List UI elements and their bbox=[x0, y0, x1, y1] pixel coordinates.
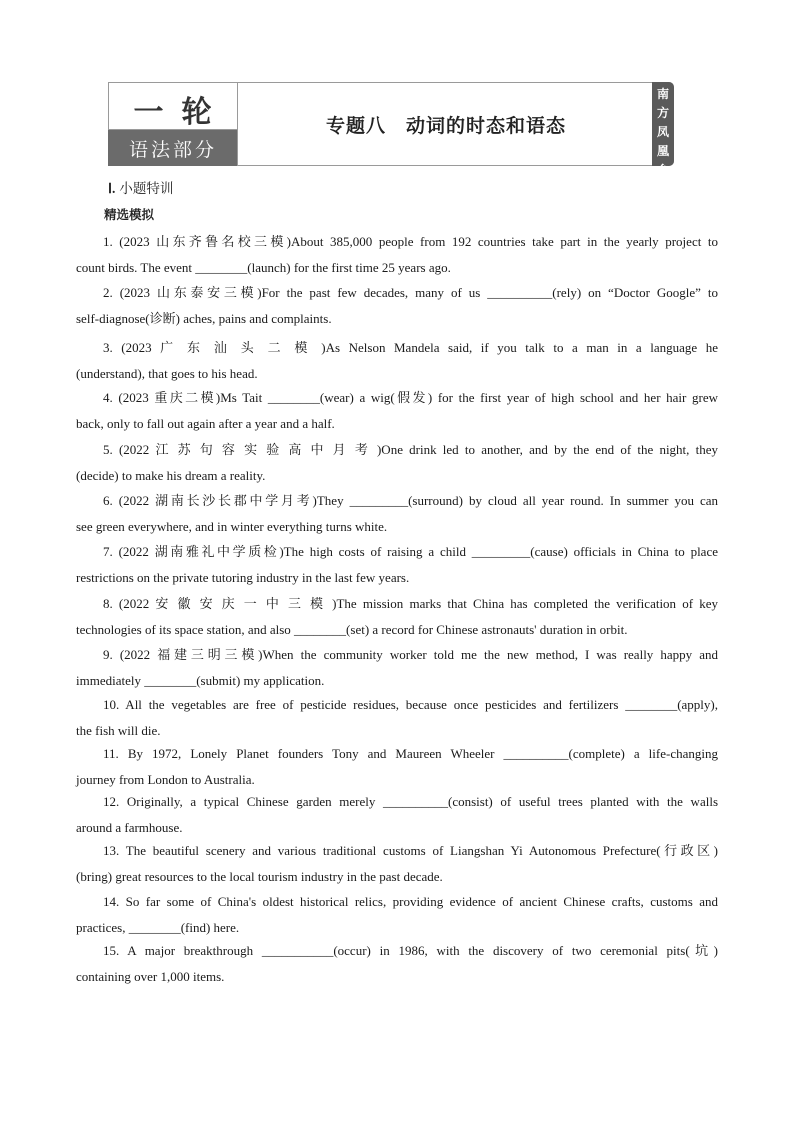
question-line: 9. (2022 福建三明三模)When the community worker told me the new method, I was really happy and bbox=[103, 647, 718, 662]
question-item bbox=[76, 642, 718, 694]
question-item bbox=[76, 437, 718, 489]
question-line: self-diagnose(诊断) aches, pains and complaints. bbox=[76, 311, 332, 326]
question-item bbox=[76, 539, 718, 591]
section-title bbox=[108, 177, 173, 197]
question-line: 2. (2023 山东泰安三模)For the past few decades, many of us __________(rely) on “Doctor Google” to bbox=[103, 285, 718, 300]
page-title: 专题八 动词的时态和语态 bbox=[325, 115, 566, 137]
question-line: 15. A major breakthrough ___________(occur) in 1986, with the discovery of two ceremonial pits(坑) bbox=[103, 943, 718, 958]
question-item bbox=[76, 838, 718, 890]
question-line: 6. (2022 湖南长沙长郡中学月考)They _________(surround) by cloud all year round. In summer you can bbox=[103, 493, 718, 508]
question-item bbox=[76, 229, 718, 281]
question-line: 13. The beautiful scenery and various traditional customs of Liangshan Yi Autonomous Prefecture(行政区) bbox=[103, 843, 718, 858]
question-line: journey from London to Australia. bbox=[76, 772, 255, 787]
section-title-text: 小题特训 bbox=[119, 181, 174, 197]
question-line: count birds. The event ________(launch) for the first time 25 years ago. bbox=[76, 260, 451, 275]
question-line: 10. All the vegetables are free of pesticide residues, because once pesticides and fertilizers ________(apply), bbox=[103, 697, 718, 712]
badge-bottom-text: 语法部分 bbox=[128, 139, 217, 161]
level-badge bbox=[108, 82, 238, 166]
badge-top bbox=[108, 82, 238, 130]
question-item bbox=[76, 889, 718, 941]
question-line: 14. So far some of China's oldest historical relics, providing evidence of ancient Chinese crafts, customs and bbox=[103, 894, 718, 909]
question-item bbox=[76, 335, 718, 387]
question-line: restrictions on the private tutoring industry in the last few years. bbox=[76, 570, 410, 585]
brand-logo-text: 南 方 凤 凰 台 bbox=[656, 87, 669, 177]
badge-divider bbox=[237, 82, 238, 166]
badge-bottom bbox=[108, 130, 238, 166]
question-line: immediately ________(submit) my application. bbox=[76, 673, 325, 688]
question-item bbox=[76, 692, 718, 744]
question-item bbox=[76, 938, 718, 990]
question-line: 7. (2022 湖南雅礼中学质检)The high costs of raising a child _________(cause) officials in China to place bbox=[103, 544, 718, 559]
badge-top-text: 一轮 bbox=[133, 95, 230, 130]
question-item bbox=[76, 741, 718, 793]
section-roman-numeral: Ⅰ. bbox=[108, 181, 116, 196]
question-line: 3. (2023 广 东 汕 头 二 模 )As Nelson Mandela said, if you talk to a man in a language he bbox=[103, 340, 718, 355]
subsection-title: 精选模拟 bbox=[104, 207, 155, 222]
question-line: 11. By 1972, Lonely Planet founders Tony and Maureen Wheeler __________(complete) a life-changing bbox=[103, 746, 718, 761]
question-line: (decide) to make his dream a reality. bbox=[76, 468, 266, 483]
question-item bbox=[76, 385, 718, 437]
question-line: (bring) great resources to the local tourism industry in the past decade. bbox=[76, 869, 443, 884]
question-line: 12. Originally, a typical Chinese garden merely __________(consist) of useful trees planted with the walls bbox=[103, 794, 718, 809]
header-banner bbox=[108, 82, 674, 177]
question-item bbox=[76, 488, 718, 540]
question-line: technologies of its space station, and also ________(set) a record for Chinese astronauts' duration in orbit. bbox=[76, 622, 628, 637]
question-line: back, only to fall out again after a year and a half. bbox=[76, 416, 335, 431]
question-item bbox=[76, 591, 718, 643]
question-line: around a farmhouse. bbox=[76, 820, 183, 835]
question-line: 5. (2022 江 苏 句 容 实 验 高 中 月 考 )One drink led to another, and by the end of the night, they bbox=[103, 442, 718, 457]
question-line: containing over 1,000 items. bbox=[76, 969, 225, 984]
question-line: see green everywhere, and in winter everything turns white. bbox=[76, 519, 388, 534]
question-line: 4. (2023 重庆二模)Ms Tait ________(wear) a wig(假发) for the first year of high school and her hair grew bbox=[103, 390, 718, 405]
question-line: 1. (2023 山东齐鲁名校三模)About 385,000 people from 192 countries take part in the yearly project to bbox=[103, 234, 718, 249]
question-line: practices, ________(find) here. bbox=[76, 920, 240, 935]
question-line: the fish will die. bbox=[76, 723, 161, 738]
question-item bbox=[76, 280, 718, 332]
brand-strip bbox=[652, 82, 674, 177]
question-line: 8. (2022 安 徽 安 庆 一 中 三 模 )The mission marks that China has completed the verification of key bbox=[103, 596, 718, 611]
question-line: (understand), that goes to his head. bbox=[76, 366, 258, 381]
question-item bbox=[76, 789, 718, 841]
